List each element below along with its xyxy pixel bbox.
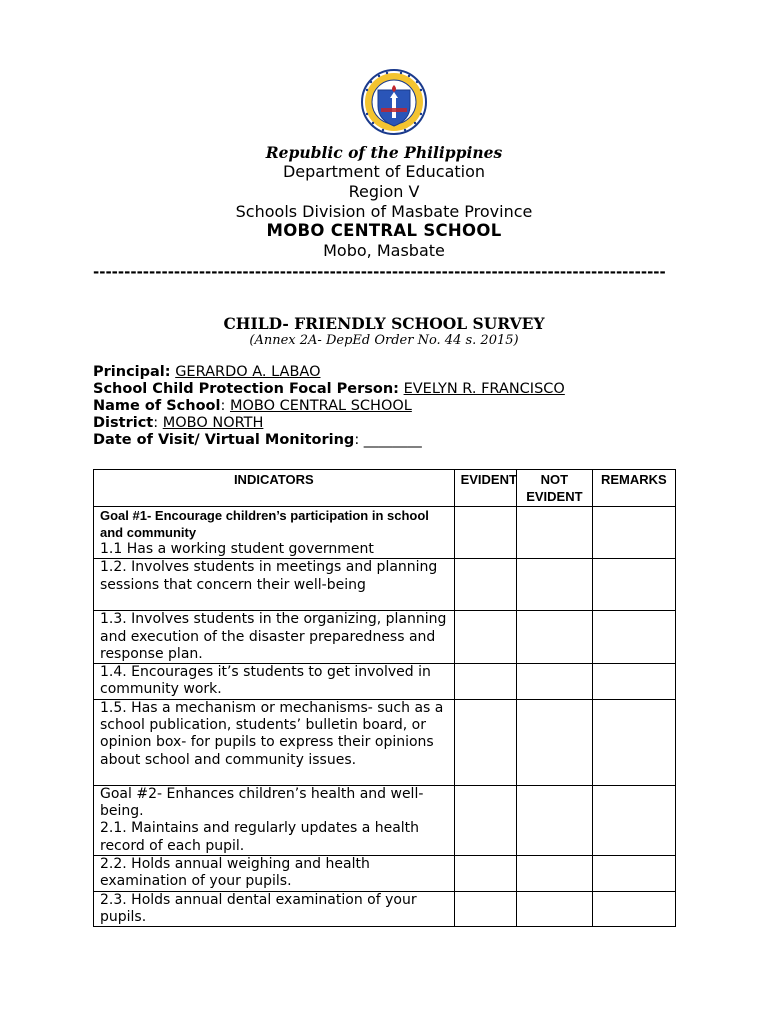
table-row [94,855,676,891]
evident-cell[interactable] [454,785,516,855]
principal-label: Principal: [93,364,171,380]
remarks-cell[interactable] [592,611,675,664]
table-row [94,559,676,611]
town-heading: Mobo, Masbate [323,241,445,260]
indicator-cell: 2.3. Holds annual dental examination of your pupils. [94,891,455,927]
visit-date-row [93,432,693,449]
evident-cell[interactable] [454,559,516,611]
division-heading: Schools Division of Masbate Province [235,202,533,221]
not-evident-cell[interactable] [517,611,593,664]
table-row [94,891,676,927]
department-heading: Department of Education [282,162,486,181]
deped-seal-icon [351,68,437,136]
indicator-cell: Goal #2- Enhances children’s health and well- being. 2.1. Maintains and regularly updates a health record of each pupil. [94,785,455,855]
table-row [94,699,676,785]
visit-date-value: : ________ [354,432,422,448]
remarks-cell[interactable] [592,699,675,785]
evident-cell[interactable] [454,507,516,559]
district-row: District: MOBO NORTH [93,415,264,431]
indicator-cell: 1.5. Has a mechanism or mechanisms- such as a school publication, students’ bulletin board, or opinion box- for pupils to express their opinions about school and community issues. [94,699,455,785]
remarks-cell[interactable] [592,559,675,611]
evident-cell[interactable] [454,664,516,700]
info-block [93,364,693,449]
indicator-cell [94,507,455,559]
indicator-cell: 1.2. Involves students in meetings and planning sessions that concern their well-being [94,559,455,611]
survey-title: CHILD- FRIENDLY SCHOOL SURVEY [223,314,545,333]
not-evident-cell[interactable] [517,891,593,927]
school-heading: MOBO CENTRAL SCHOOL [266,221,502,240]
not-evident-cell[interactable] [517,699,593,785]
republic-heading: Republic of the Philippines [265,143,503,162]
table-header-row [94,470,676,507]
table-row [94,507,676,559]
remarks-cell[interactable] [592,507,675,559]
evident-cell[interactable] [454,699,516,785]
table-row [94,785,676,855]
indicator-cell: 1.3. Involves students in the organizing, planning and execution of the disaster preparedness and response plan. [94,611,455,664]
not-evident-header: NOT EVIDENT [517,470,593,507]
principal-row [93,364,693,381]
survey-table [93,469,676,927]
focal-person-row [93,381,693,398]
table-row [94,664,676,700]
table-row [94,611,676,664]
remarks-header: REMARKS [592,470,675,507]
evident-cell[interactable] [454,855,516,891]
not-evident-cell[interactable] [517,507,593,559]
indicator-cell: 2.2. Holds annual weighing and health examination of your pupils. [94,855,455,891]
indicator-text: 1.1 Has a working student government [100,541,374,557]
not-evident-cell[interactable] [517,785,593,855]
survey-subtitle: (Annex 2A- DepEd Order No. 44 s. 2015) [249,333,519,348]
indicator-cell: 1.4. Encourages it’s students to get involved in community work. [94,664,455,700]
school-name-value: MOBO CENTRAL SCHOOL [229,398,412,414]
principal-value: GERARDO A. LABAO [175,364,321,380]
evident-cell[interactable] [454,891,516,927]
remarks-cell[interactable] [592,664,675,700]
evident-header: EVIDENT [454,470,516,507]
indicators-header: INDICATORS [94,470,455,507]
not-evident-cell[interactable] [517,664,593,700]
district-value: MOBO NORTH [162,415,264,431]
school-name-label: Name of School [93,398,221,414]
focal-person-value: EVELYN R. FRANCISCO [403,381,565,397]
visit-date-label: Date of Visit/ Virtual Monitoring [93,432,355,448]
district-label: District [93,415,154,431]
goal-heading: Goal #1- Encourage children’s participation in school and community [100,508,429,540]
focal-person-label: School Child Protection Focal Person: [93,381,399,397]
separator-line: -------------------------------------------------------------------------------------------- [93,263,666,281]
remarks-cell[interactable] [592,855,675,891]
school-name-row: Name of School: MOBO CENTRAL SCHOOL [93,398,412,414]
remarks-cell[interactable] [592,891,675,927]
not-evident-cell[interactable] [517,855,593,891]
not-evident-cell[interactable] [517,559,593,611]
remarks-cell[interactable] [592,785,675,855]
evident-cell[interactable] [454,611,516,664]
region-heading: Region V [348,182,420,201]
